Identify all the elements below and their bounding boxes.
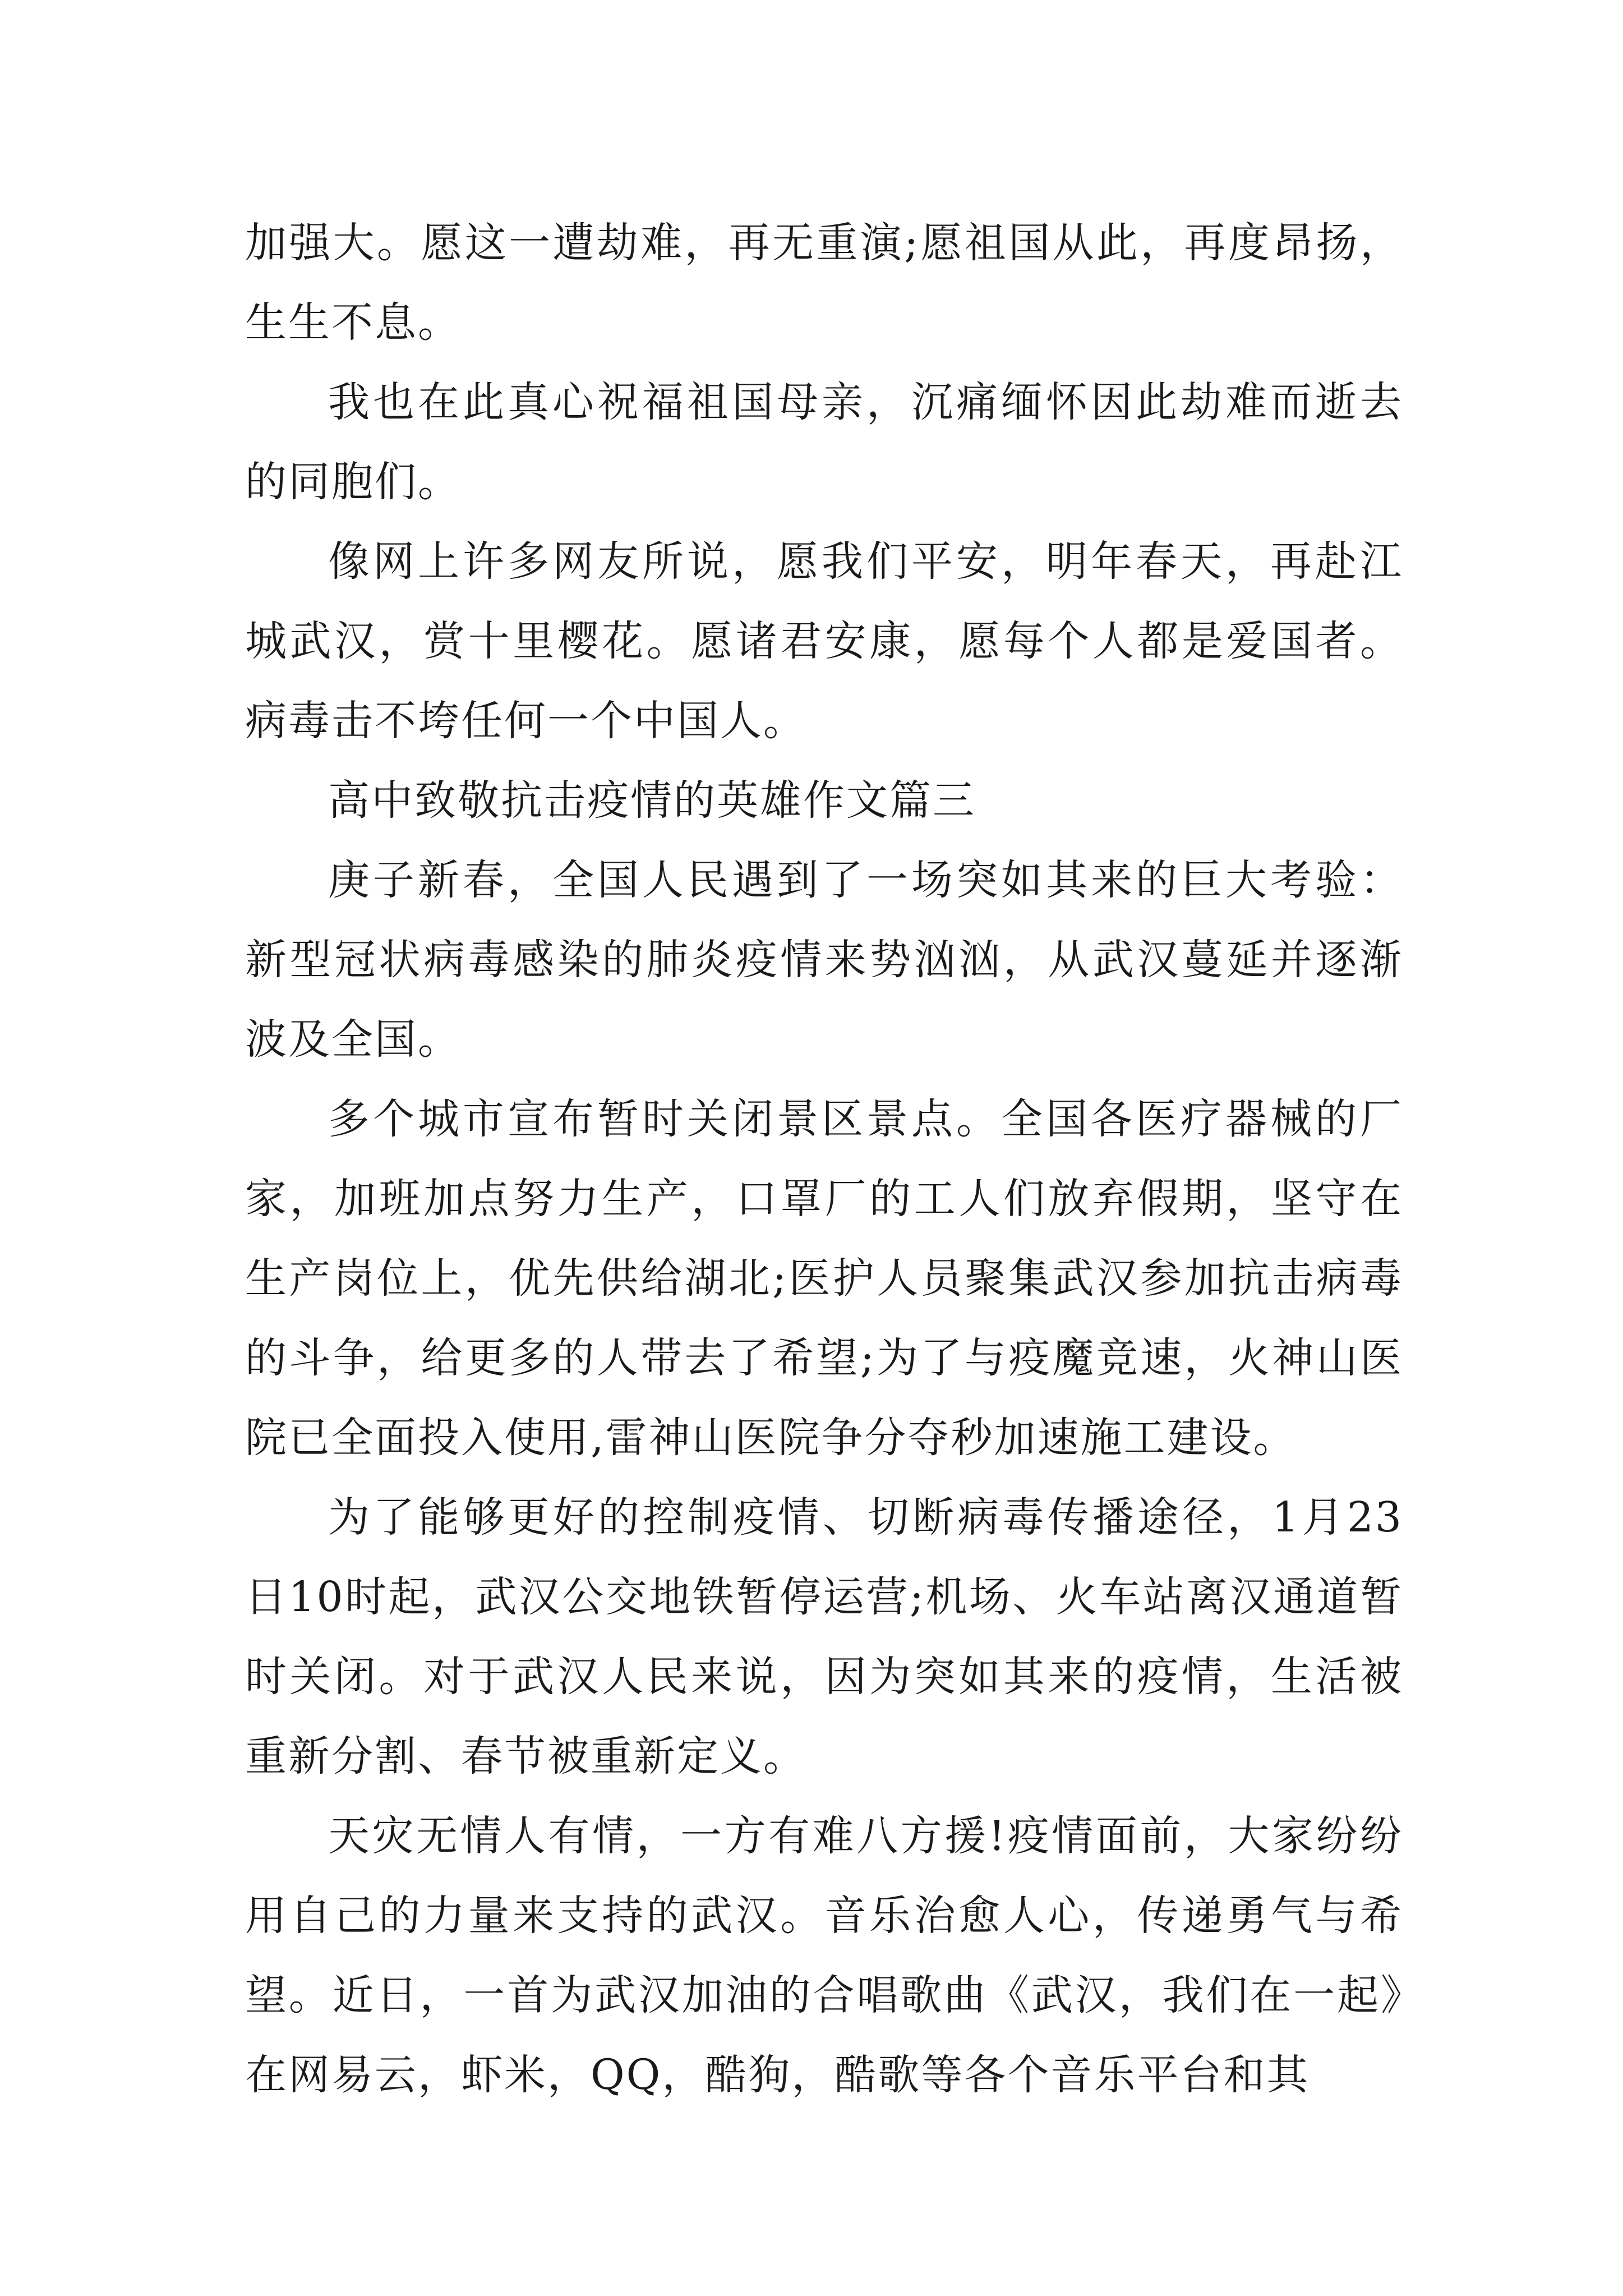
paragraph-6: 为了能够更好的控制疫情、切断病毒传播途径，1月23日10时起，武汉公交地铁暂停运营;机场、火车站离汉通道暂时关闭。对于武汉人民来说，因为突如其来的疫情，生活被重新分割、春节被重新定义。	[245, 1493, 1403, 1780]
paragraph-1: 加强大。愿这一遭劫难，再无重演;愿祖国从此，再度昂扬，生生不息。	[245, 219, 1403, 347]
paragraph-7: 天灾无情人有情，一方有难八方援!疫情面前，大家纷纷用自己的力量来支持的武汉。音乐治愈人心，传递勇气与希望。近日，一首为武汉加油的合唱歌曲《武汉，我们在一起》在网易云，虾米，QQ，酷狗，酷歌等各个音乐平台和其	[245, 1812, 1403, 2099]
paragraph-4: 庚子新春，全国人民遇到了一场突如其来的巨大考验：新型冠状病毒感染的肺炎疫情来势汹汹，从武汉蔓延并逐渐波及全国。	[245, 856, 1403, 1064]
paragraph-2: 我也在此真心祝福祖国母亲，沉痛缅怀因此劫难而逝去的同胞们。	[245, 378, 1403, 506]
section-heading: 高中致敬抗击疫情的英雄作文篇三	[328, 776, 976, 825]
body-text	[245, 203, 1403, 2115]
paragraph-5: 多个城市宣布暂时关闭景区景点。全国各医疗器械的厂家，加班加点努力生产，口罩厂的工人们放弃假期，坚守在生产岗位上，优先供给湖北;医护人员聚集武汉参加抗击病毒的斗争，给更多的人带去了希望;为了与疫魔竞速，火神山医院已全面投入使用,雷神山医院争分夺秒加速施工建设。	[245, 1095, 1403, 1462]
paragraph-3: 像网上许多网友所说，愿我们平安，明年春天，再赴江城武汉，赏十里樱花。愿诸君安康，愿每个人都是爱国者。病毒击不垮任何一个中国人。	[245, 537, 1403, 745]
